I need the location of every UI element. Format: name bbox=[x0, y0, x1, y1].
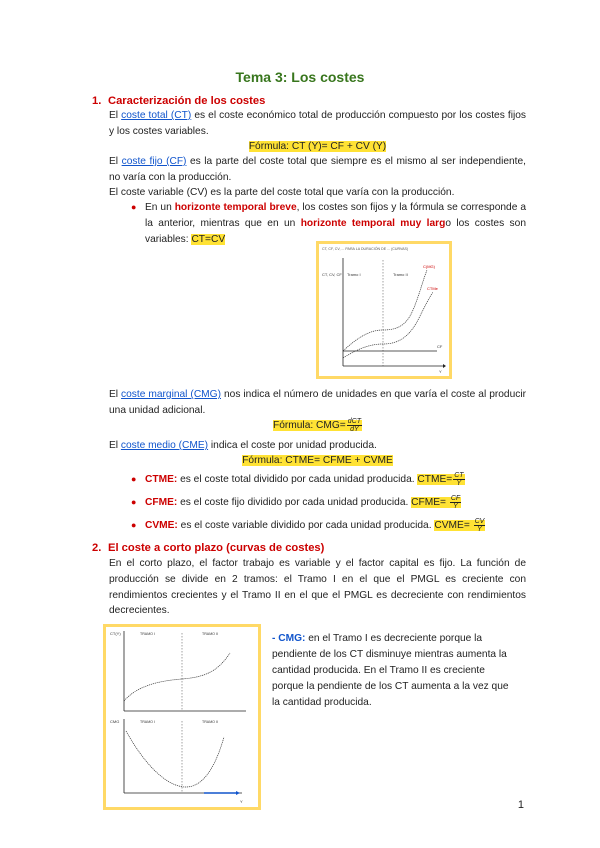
fig2-bot-tramo-2: TRAMO II bbox=[202, 720, 218, 724]
short-run-graph bbox=[106, 627, 258, 807]
bullet-cvme: ● CVME: es el coste variable dividido por cada unidad producida. CVME= $\frac{CV}{Y}$ bbox=[131, 518, 485, 533]
figure-cost-curves bbox=[316, 241, 452, 379]
fig1-cf-label: CF bbox=[437, 344, 443, 349]
fig2-blue-arrowhead bbox=[236, 791, 240, 795]
formula-cmg: Fórmula: CMG= $\frac{\text{dCT}}{dY}$ bbox=[273, 418, 361, 433]
link-coste-total[interactable]: coste total (CT) bbox=[121, 110, 192, 121]
fig2-bot-tramo-1: TRAMO I bbox=[140, 720, 155, 724]
paragraph-cf: El coste fijo (CF) es la parte del coste total que siempre es el mismo al ser independiente, no varía con la producción. bbox=[109, 156, 526, 183]
fig2-ct-curve bbox=[124, 653, 230, 701]
fig2-top-tramo-2: TRAMO II bbox=[202, 632, 218, 636]
fig1-y-label: CT, CV, CF bbox=[322, 272, 342, 277]
fig2-cmg-curve bbox=[126, 731, 224, 787]
fig1-tramo-1: Tramo I bbox=[347, 272, 361, 277]
link-coste-fijo[interactable]: coste fijo (CF) bbox=[121, 156, 187, 167]
section-2-heading: 2. El coste a corto plazo (curvas de costes) bbox=[92, 542, 325, 554]
fig2-bot-y-label: CMG bbox=[110, 719, 120, 724]
link-coste-marginal[interactable]: coste marginal (CMG) bbox=[121, 389, 221, 400]
bullet-dot: ● bbox=[131, 497, 137, 507]
paragraph-corto-plazo: En el corto plazo, el factor trabajo es variable y el factor capital es fijo. La función de producción se divide en 2 tramos: el Tramo I en el que el PMGL es creciente con rendimientos crecientes y el Tramo II en el que el PMGL es decreciente con rendimientos decrecientes. bbox=[109, 558, 526, 617]
fig1-x-label: Y bbox=[439, 369, 442, 374]
fig1-x-arrow bbox=[443, 364, 446, 368]
formula-cme: Fórmula: CTME= CFME + CVME bbox=[242, 455, 393, 466]
bullet-dot: ● bbox=[131, 520, 137, 530]
fig2-top-y-label: CT(Y) bbox=[110, 631, 121, 636]
fig2-x-label: Y bbox=[240, 799, 243, 804]
page-number: 1 bbox=[517, 799, 524, 811]
cost-curves-graph bbox=[319, 244, 449, 376]
paragraph-cme: El coste medio (CME) indica el coste por unidad producida. bbox=[109, 440, 377, 451]
fig1-ct-label: C(MG) bbox=[423, 264, 435, 269]
bullet-horizonte: ● En un horizonte temporal breve, los costes son fijos y la fórmula se corresponde a la anterior, mientras que en un horizonte temporal muy largo los costes son variables: CT=CV bbox=[131, 202, 526, 245]
bullet-ctme: ● CTME: es el coste total dividido por cada unidad producida. CTME= $\frac{CT}{Y}$ bbox=[131, 472, 464, 487]
fig1-cv-label: CTMe bbox=[427, 286, 438, 291]
figure-short-run-curves bbox=[103, 624, 261, 810]
bullet-dot: ● bbox=[131, 202, 137, 212]
formula-ct: Fórmula: CT (Y)= CF + CV (Y) bbox=[248, 141, 387, 152]
fig1-tramo-2: Tramo II bbox=[393, 272, 408, 277]
fig2-top-tramo-1: TRAMO I bbox=[140, 632, 155, 636]
paragraph-ct: El coste total (CT) es el coste económico total de producción compuesto por los costes fijos y los costes variables. bbox=[109, 110, 527, 137]
page-title: Tema 3: Los costes bbox=[235, 69, 365, 85]
fig1-ct-curve bbox=[343, 270, 427, 351]
note-cmg: - CMG: en el Tramo I es decreciente porque la pendiente de los CT disminuye mientras aumenta la cantidad producida. En el Tramo II es creciente porque la pendiente de los CT aumenta a la vez que la cantidad producida. bbox=[272, 633, 509, 708]
bullet-dot: ● bbox=[131, 474, 137, 484]
fig1-caption: CT, CF, CV, ... PARA LA DURACIÓN DE ... (CURVAS) bbox=[322, 247, 409, 251]
link-coste-medio[interactable]: coste medio (CME) bbox=[120, 440, 209, 451]
fig1-cv-curve bbox=[343, 292, 433, 358]
bullet-cfme: ● CFME: es el coste fijo dividido por cada unidad producida. CFME= $\frac{CF}{Y}$ bbox=[131, 495, 461, 510]
section-1-heading: 1. Caracterización de los costes bbox=[92, 95, 266, 107]
paragraph-cv: El coste variable (CV) es la parte del coste total que varía con la producción. bbox=[109, 187, 455, 198]
paragraph-cmg: El coste marginal (CMG) nos indica el número de unidades en que varía el coste al producir una unidad adicional. bbox=[109, 389, 527, 416]
